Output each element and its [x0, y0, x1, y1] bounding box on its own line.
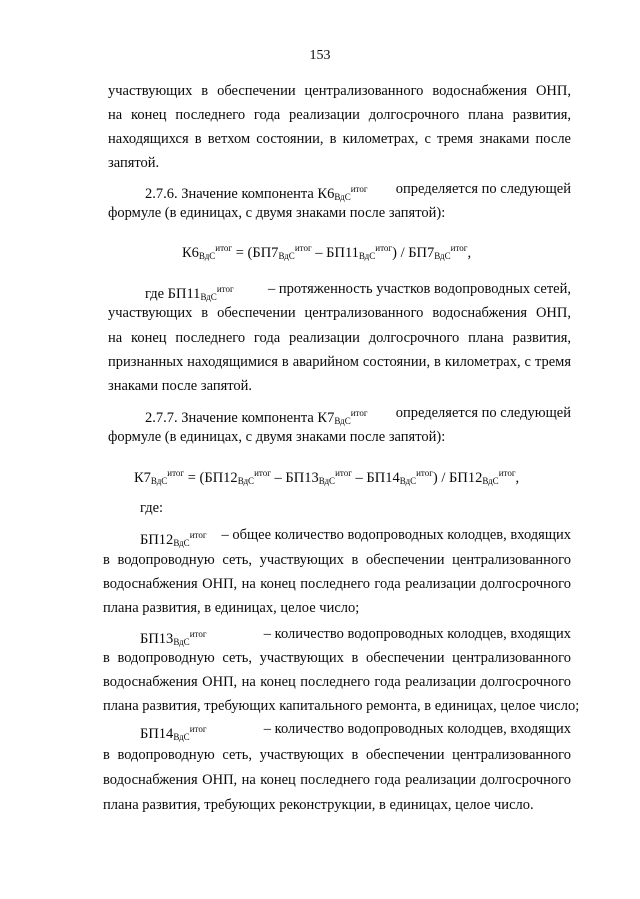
page-number: 153 — [309, 48, 331, 63]
text-line: на конец последнего года реализации долгосрочного плана развития, — [108, 107, 571, 123]
bp14-line — [140, 720, 571, 746]
text-line: плана развития, требующих реконструкции, в единицах, целое число. — [103, 797, 534, 813]
text-line: участвующих в обеспечении централизованного водоснабжения ОНП, — [108, 305, 571, 321]
text-line: участвующих в обеспечении централизованного водоснабжения ОНП, — [108, 83, 571, 99]
text-line: на конец последнего года реализации долгосрочного плана развития, — [108, 330, 571, 346]
text-span: – протяженность участков водопроводных сетей, — [268, 281, 571, 297]
text-line: формуле (в единицах, с двумя знаками после запятой): — [108, 429, 446, 445]
text-span: определяется по следующей — [395, 181, 571, 197]
formula-k6: $К6_{ВдС}^{итог} = (БП7_{ВдС}^{итог} - БП11_{ВдС}^{итог}) / БП7_{ВдС}^{итог}$, — [182, 243, 472, 261]
text-span: где $БП11_{ВдС}^{итог}$ — [145, 284, 234, 302]
text-line: в водопроводную сеть, участвующих в обеспечении централизованного — [103, 747, 571, 763]
text-line: плана развития, требующих капитального ремонта, в единицах, целое число; — [103, 698, 580, 714]
text-span: – количество водопроводных колодцев, входящих — [263, 626, 571, 642]
definition-line — [145, 280, 571, 306]
paragraph-2-7-7-line — [145, 404, 571, 430]
text-span: определяется по следующей — [395, 405, 571, 421]
text-line: водоснабжения ОНП, на конец последнего года реализации долгосрочного — [103, 576, 571, 592]
text-span: $БП14_{ВдС}^{итог}$ — [140, 724, 207, 742]
text-line: водоснабжения ОНП, на конец последнего года реализации долгосрочного — [103, 674, 571, 690]
text-line: формуле (в единицах, с двумя знаками после запятой): — [108, 205, 446, 221]
text-span: – общее количество водопроводных колодцев, входящих — [221, 527, 571, 543]
text-span: 2.7.7. Значение компонента $К7_{ВдС}^{итог}$ — [145, 408, 368, 426]
text-line: водоснабжения ОНП, на конец последнего года реализации долгосрочного — [103, 772, 571, 788]
text-span: $БП12_{ВдС}^{итог}$ — [140, 530, 207, 548]
text-span: – количество водопроводных колодцев, входящих — [263, 721, 571, 737]
text-span: 2.7.6. Значение компонента $К6_{ВдС}^{итог}$ — [145, 184, 368, 202]
text-line: признанных находящимися в аварийном состоянии, в километрах, с тремя — [108, 354, 571, 370]
text-line: в водопроводную сеть, участвующих в обеспечении централизованного — [103, 552, 571, 568]
paragraph-2-7-6-line — [145, 180, 571, 206]
formula-k7: $К7_{ВдС}^{итог} = (БП12_{ВдС}^{итог} - БП13_{ВдС}^{итог} - БП14_{ВдС}^{итог}) / БП12_{ВдС}^{итог}$, — [134, 468, 520, 486]
bp13-line — [140, 625, 571, 651]
text-line: запятой. — [108, 155, 160, 171]
text-line: в водопроводную сеть, участвующих в обеспечении централизованного — [103, 650, 571, 666]
text-line: находящихся в ветхом состоянии, в километрах, с тремя знаками после — [108, 131, 571, 147]
where-label: где: — [140, 500, 164, 516]
text-line: плана развития, в единицах, целое число; — [103, 600, 360, 616]
text-line: знаками после запятой. — [108, 378, 253, 394]
bp12-line — [140, 526, 571, 552]
text-span: $БП13_{ВдС}^{итог}$ — [140, 629, 207, 647]
